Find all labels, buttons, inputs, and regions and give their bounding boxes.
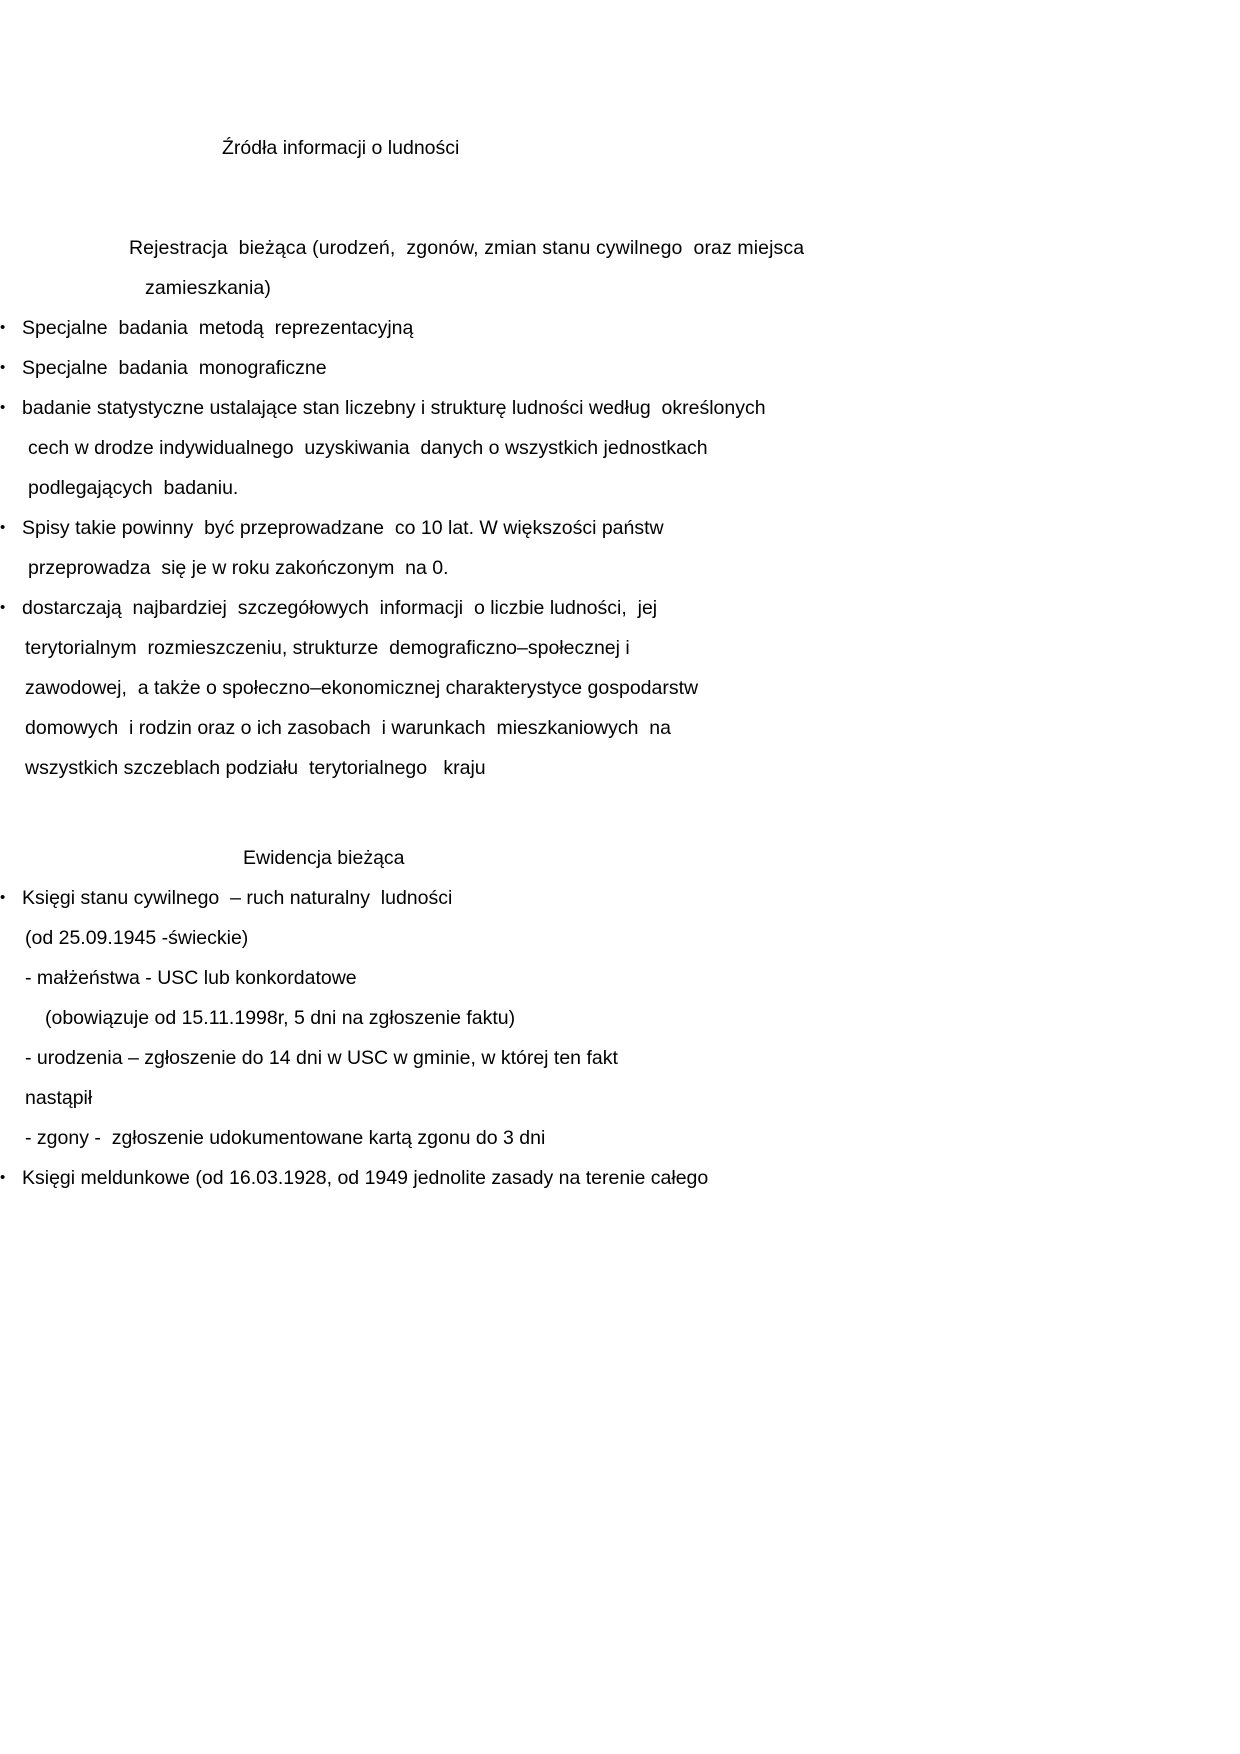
sub-item-births: - urodzenia – zgłoszenie do 14 dni w USC w gminie, w której ten fakt [25, 1047, 618, 1069]
list-item [0, 308, 860, 348]
list-item [0, 1158, 900, 1198]
bullet-icon: • [0, 889, 6, 906]
sub-item-marriages: - małżeństwa - USC lub konkordatowe [25, 967, 357, 989]
list-item-label: Spisy takie powinny być przeprowadzane co 10 lat. W większości państw [22, 517, 664, 539]
list-item-continuation: przeprowadza się je w roku zakończonym na 0. [28, 557, 449, 579]
list-item-continuation: domowych i rodzin oraz o ich zasobach i warunkach mieszkaniowych na [25, 717, 671, 739]
list-item [0, 588, 880, 788]
intro-line-1: Rejestracja bieżąca (urodzeń, zgonów, zmian stanu cywilnego oraz miejsca [129, 237, 805, 259]
bullet-icon: • [0, 319, 6, 336]
census-scope-list [0, 588, 880, 788]
bullet-icon: • [0, 359, 6, 376]
list-item-continuation: podlegających badaniu. [28, 477, 239, 499]
list-item-label: Specjalne badania metodą reprezentacyjną [22, 317, 414, 339]
bullet-icon: • [0, 599, 6, 616]
sub-item-deaths: - zgony - zgłoszenie udokumentowane kartą zgonu do 3 dni [25, 1127, 546, 1149]
list-item-continuation: zawodowej, a także o społeczno–ekonomicznej charakterystyce gospodarstw [25, 677, 699, 699]
list-item [0, 508, 860, 588]
list-item-continuation: wszystkich szczeblach podziału terytorialnego kraju [25, 757, 486, 779]
list-item [0, 388, 860, 508]
list-item-continuation: terytorialnym rozmieszczeniu, strukturze demograficzno–społecznej i [25, 637, 630, 659]
methods-list [0, 308, 860, 388]
list-item [0, 878, 900, 1158]
census-frequency-list [0, 508, 860, 588]
bullet-icon: • [0, 519, 6, 536]
section-subtitle: Ewidencja bieżąca [243, 847, 405, 869]
sub-item-births-note: nastąpił [25, 1087, 93, 1109]
page-title: Źródła informacji o ludności [222, 137, 460, 159]
list-item-label: badanie statystyczne ustalające stan liczebny i strukturę ludności według określonych [22, 397, 766, 419]
registers-list [0, 878, 900, 1198]
bullet-icon: • [0, 1169, 6, 1186]
intro-line-2: zamieszkania) [145, 277, 271, 299]
list-item-label: Specjalne badania monograficzne [22, 357, 327, 379]
intro-paragraph [129, 228, 969, 308]
list-item-label: dostarczają najbardziej szczegółowych informacji o liczbie ludności, jej [22, 597, 658, 619]
list-item-label: Księgi meldunkowe (od 16.03.1928, od 1949 jednolite zasady na terenie całego [22, 1167, 709, 1189]
list-item-continuation: cech w drodze indywidualnego uzyskiwania danych o wszystkich jednostkach [28, 437, 708, 459]
bullet-icon: • [0, 399, 6, 416]
list-item-continuation: (od 25.09.1945 -świeckie) [25, 927, 249, 949]
sub-item-marriages-note: (obowiązuje od 15.11.1998r, 5 dni na zgłoszenie faktu) [45, 1007, 516, 1029]
list-item-label: Księgi stanu cywilnego – ruch naturalny ludności [22, 887, 453, 909]
list-item [0, 348, 860, 388]
census-definition-list [0, 388, 860, 508]
